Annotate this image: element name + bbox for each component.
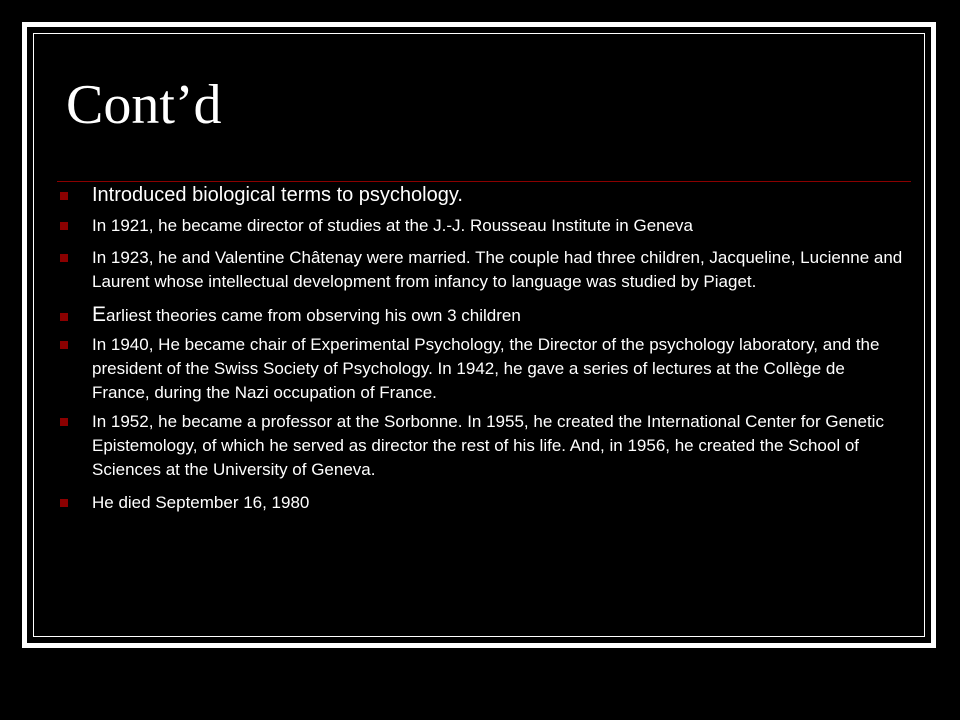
bullet-text: In 1952, he became a professor at the Sorbonne. In 1955, he created the International Center for Genetic Epistemology, of which he served as director the rest of his life. And, in 1956, he created the School of Sciences at the University of Geneva. — [92, 412, 884, 479]
list-item — [56, 410, 906, 482]
bullet-text-rest: arliest theories came from observing his own 3 children — [106, 306, 521, 325]
bullet-text-initial: E — [92, 303, 107, 326]
bullet-text: In 1921, he became director of studies at the J.-J. Rousseau Institute in Geneva — [92, 216, 694, 235]
square-bullet-icon — [60, 192, 68, 200]
list-item — [56, 183, 906, 207]
bullet-text: In 1923, he and Valentine Châtenay were married. The couple had three children, Jacqueline, Lucienne and Laurent whose intellectual development from infancy to language was studied by Piaget. — [92, 248, 903, 291]
bullet-list — [56, 183, 906, 515]
square-bullet-icon — [60, 222, 68, 230]
bullet-text: In 1940, He became chair of Experimental Psychology, the Director of the psychology laboratory, and the president of the Swiss Society of Psychology. In 1942, he gave a series of lectures at the Collège de France, during the Nazi occupation of France. — [92, 335, 880, 402]
square-bullet-icon — [60, 341, 68, 349]
list-item — [56, 303, 906, 328]
list-item — [56, 491, 906, 515]
list-item — [56, 246, 906, 294]
list-item — [56, 214, 906, 238]
slide-title: Cont’d — [66, 74, 222, 136]
square-bullet-icon — [60, 499, 68, 507]
square-bullet-icon — [60, 418, 68, 426]
bullet-text: He died September 16, 1980 — [92, 493, 310, 512]
bullet-text — [92, 303, 906, 328]
title-underline — [57, 181, 911, 182]
bullet-text: Introduced biological terms to psychology. — [92, 184, 463, 206]
square-bullet-icon — [60, 254, 68, 262]
square-bullet-icon — [60, 313, 68, 321]
list-item — [56, 333, 906, 405]
